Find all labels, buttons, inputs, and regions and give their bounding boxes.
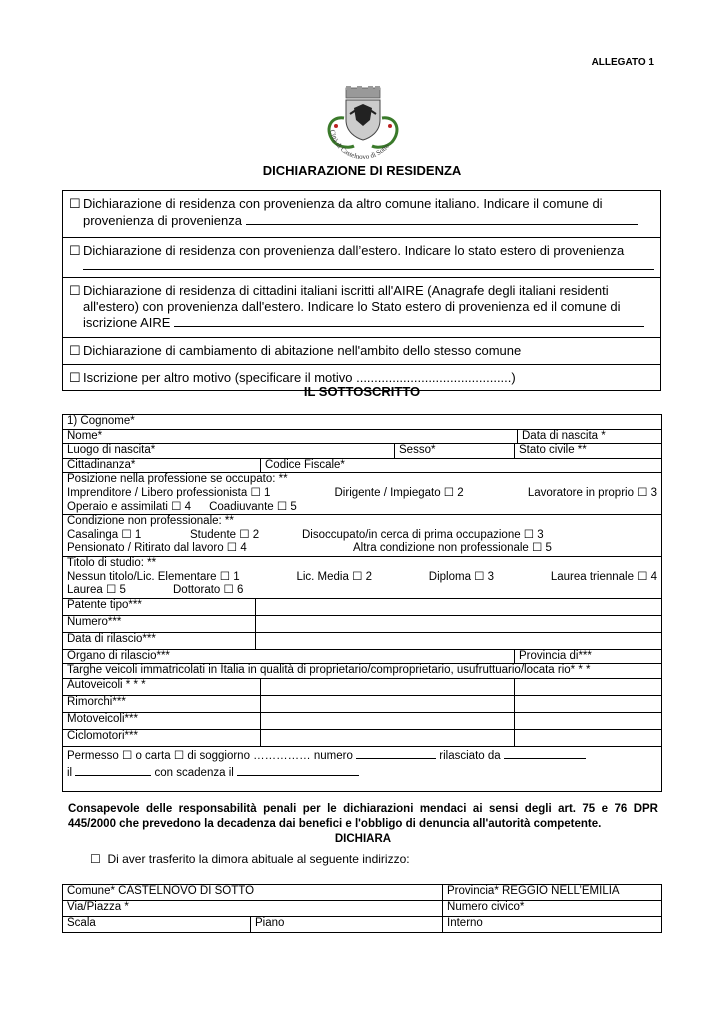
permesso-scadenza-field[interactable] xyxy=(237,764,359,776)
ciclomotori-field-2[interactable] xyxy=(515,729,662,746)
comune-label[interactable]: Comune* CASTELNOVO DI SOTTO xyxy=(63,885,443,901)
via-piazza-label[interactable]: Via/Piazza * xyxy=(63,901,443,917)
option-text: provenienza di provenienza xyxy=(83,212,242,228)
permesso-numero-label: numero xyxy=(313,749,353,762)
data-rilascio-field[interactable] xyxy=(256,632,662,649)
rimorchi-field-2[interactable] xyxy=(515,695,662,712)
nome-label[interactable]: Nome* xyxy=(63,429,518,444)
checkbox-icon[interactable]: ☐ xyxy=(90,852,101,866)
motoveicoli-field-1[interactable] xyxy=(261,712,515,729)
option-imprenditore[interactable]: Imprenditore / Libero professionista ☐ 1 xyxy=(67,486,271,499)
condizione-title: Condizione non professionale: ** xyxy=(67,515,234,528)
option-operaio[interactable]: Operaio e assimilati ☐ 4 xyxy=(67,500,192,513)
option-text: Dichiarazione di residenza con provenienza dall’estero. Indicare lo stato estero di provenienza xyxy=(83,243,625,258)
section-title: IL SOTTOSCRITTO xyxy=(303,384,421,399)
legal-warning xyxy=(68,802,658,847)
warning-line-1: Consapevole delle responsabilità penali per le dichiarazioni mendaci ai sensi degli art. 75 e 76 DPR xyxy=(68,803,658,815)
option-row xyxy=(63,238,661,278)
checkbox-icon[interactable]: ☐ xyxy=(69,196,81,211)
permesso-rilasciato-label: rilasciato da xyxy=(439,749,501,762)
dichiara-title: DICHIARA xyxy=(334,833,392,845)
numero-civico-label[interactable]: Numero civico* xyxy=(443,901,662,917)
option-text: iscrizione AIRE xyxy=(83,315,171,330)
permesso-il-label: il xyxy=(67,766,73,779)
posizione-title: Posizione nella professione se occupato: ** xyxy=(67,473,288,486)
numero-field[interactable] xyxy=(256,615,662,632)
option-text: Iscrizione per altro motivo (specificare il motivo ...........................................) xyxy=(83,370,516,385)
personal-data-grid xyxy=(62,414,662,792)
option-row xyxy=(63,278,661,338)
data-rilascio-label: Data di rilascio*** xyxy=(63,632,256,649)
option-studente[interactable]: Studente ☐ 2 xyxy=(190,528,260,541)
option-altra-condizione[interactable]: Altra condizione non professionale ☐ 5 xyxy=(353,542,552,555)
permesso-label[interactable]: Permesso ☐ o carta ☐ di soggiorno …………… xyxy=(67,749,311,762)
permesso-numero-field[interactable] xyxy=(356,747,436,759)
sesso-label[interactable]: Sesso* xyxy=(395,444,515,459)
option-laurea[interactable]: Laurea ☐ 5 xyxy=(67,584,126,597)
option-disoccupato[interactable]: Disoccupato/in cerca di prima occupazione ☐ 3 xyxy=(302,528,544,541)
trasferimento-option xyxy=(90,852,410,866)
permesso-il-field[interactable] xyxy=(75,764,151,776)
stato-civile-label[interactable]: Stato civile ** xyxy=(515,444,662,459)
option-diploma[interactable]: Diploma ☐ 3 xyxy=(428,570,495,583)
checkbox-icon[interactable]: ☐ xyxy=(69,370,81,385)
targhe-label: Targhe veicoli immatricolati in Italia in qualità di proprietario/comproprietario, usufruttuario/locata rio* * * xyxy=(63,664,662,679)
residence-type-options xyxy=(62,190,661,391)
checkbox-icon[interactable]: ☐ xyxy=(69,283,81,298)
luogo-nascita-label[interactable]: Luogo di nascita* xyxy=(63,444,395,459)
titolo-studio xyxy=(63,556,662,598)
option-text: Dichiarazione di residenza di cittadini italiani iscritti all'AIRE (Anagrafe degli italiani residenti xyxy=(83,283,609,298)
ciclomotori-field-1[interactable] xyxy=(261,729,515,746)
option-dirigente[interactable]: Dirigente / Impiegato ☐ 2 xyxy=(334,486,464,499)
motoveicoli-label: Motoveicoli*** xyxy=(63,712,261,729)
autoveicoli-field-1[interactable] xyxy=(261,678,515,695)
interno-label[interactable]: Interno xyxy=(443,917,662,933)
autoveicoli-label: Autoveicoli * * * xyxy=(63,678,261,695)
option-lic-media[interactable]: Lic. Media ☐ 2 xyxy=(296,570,372,583)
option-casalinga[interactable]: Casalinga ☐ 1 xyxy=(67,528,142,541)
warning-line-2: 445/2000 che prevedono la decadenza dai benefici e l'obbligo di denuncia all'autorità competente. xyxy=(68,818,602,830)
condizione-non-professionale xyxy=(63,515,662,557)
checkbox-icon[interactable]: ☐ xyxy=(69,343,81,358)
organo-rilascio-label[interactable]: Organo di rilascio*** xyxy=(63,649,515,664)
numero-label: Numero*** xyxy=(63,615,256,632)
option-nessun-titolo[interactable]: Nessun titolo/Lic. Elementare ☐ 1 xyxy=(67,570,240,583)
option-text: Dichiarazione di cambiamento di abitazione nell'ambito dello stesso comune xyxy=(83,343,522,358)
option-text: Dichiarazione di residenza con provenienza da altro comune italiano. Indicare il comune di xyxy=(83,196,603,211)
data-nascita-label[interactable]: Data di nascita * xyxy=(518,429,662,444)
trasferimento-text: Di aver trasferito la dimora abituale al seguente indirizzo: xyxy=(107,852,410,866)
ciclomotori-label: Ciclomotori*** xyxy=(63,729,261,746)
option-dottorato[interactable]: Dottorato ☐ 6 xyxy=(173,584,244,597)
option-lavoratore[interactable]: Lavoratore in proprio ☐ 3 xyxy=(527,486,658,499)
option-coadiuvante[interactable]: Coadiuvante ☐ 5 xyxy=(209,500,297,513)
permesso-rilasciato-field[interactable] xyxy=(504,747,586,759)
rimorchi-field-1[interactable] xyxy=(261,695,515,712)
posizione-professione xyxy=(63,473,662,515)
aire-field[interactable] xyxy=(174,314,644,327)
scala-label[interactable]: Scala xyxy=(63,917,251,933)
provincia-address-label[interactable]: Provincia* REGGIO NELL’EMILIA xyxy=(443,885,662,901)
autoveicoli-field-2[interactable] xyxy=(515,678,662,695)
page-title: DICHIARAZIONE DI RESIDENZA xyxy=(262,163,462,178)
option-row xyxy=(63,191,661,238)
provincia-label[interactable]: Provincia di*** xyxy=(515,649,662,664)
logo-text: Città di Castelnovo di Sotto xyxy=(328,128,391,162)
permesso-scadenza-label: con scadenza il xyxy=(154,766,234,779)
option-text: all'estero) con provenienza dall'estero. Indicare lo Stato estero di provenienza ed il comune di xyxy=(83,298,621,314)
cittadinanza-label[interactable]: Cittadinanza* xyxy=(63,458,261,473)
option-laurea-triennale[interactable]: Laurea triennale ☐ 4 xyxy=(550,570,658,583)
checkbox-icon[interactable]: ☐ xyxy=(69,243,81,258)
titolo-title: Titolo di studio: ** xyxy=(67,556,157,569)
comune-provenienza-field[interactable] xyxy=(246,212,638,225)
patente-label: Patente tipo*** xyxy=(63,598,256,615)
option-pensionato[interactable]: Pensionato / Ritirato dal lavoro ☐ 4 xyxy=(67,542,247,555)
patente-field[interactable] xyxy=(256,598,662,615)
permesso-soggiorno xyxy=(63,746,662,791)
rimorchi-label: Rimorchi*** xyxy=(63,695,261,712)
piano-label[interactable]: Piano xyxy=(251,917,443,933)
stato-estero-field[interactable] xyxy=(83,259,654,270)
allegato-label: ALLEGATO 1 xyxy=(591,57,654,68)
address-grid xyxy=(62,884,662,933)
cognome-label[interactable]: 1) Cognome* xyxy=(63,415,662,430)
codice-fiscale-label[interactable]: Codice Fiscale* xyxy=(261,458,662,473)
option-row xyxy=(63,338,661,365)
motoveicoli-field-2[interactable] xyxy=(515,712,662,729)
city-coat-of-arms-logo xyxy=(316,86,410,166)
